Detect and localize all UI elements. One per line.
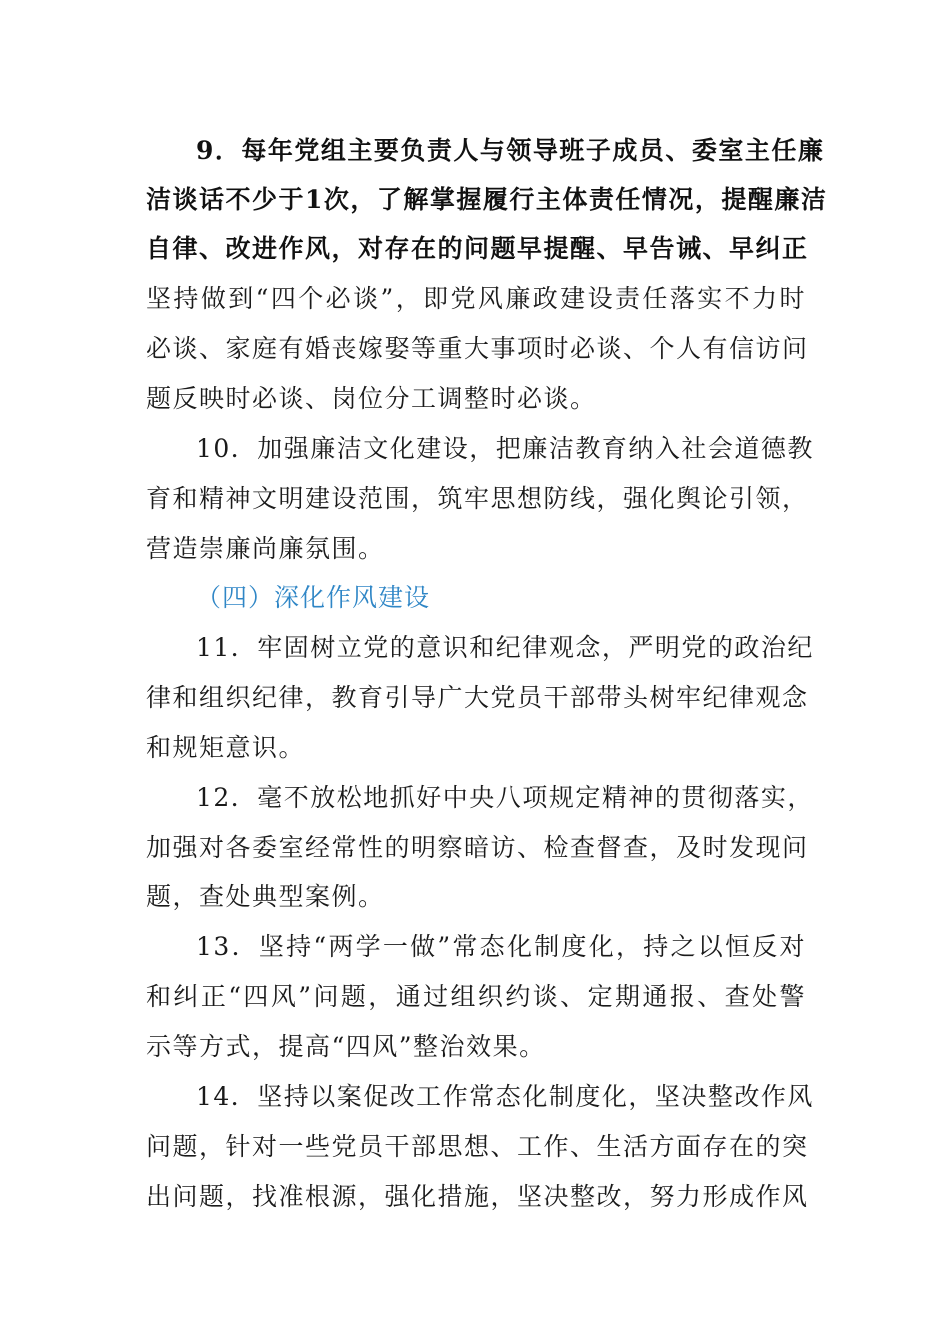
paragraph-13-line-1: 13．坚持“两学一做”常态化制度化，持之以恒反对 <box>196 932 806 961</box>
paragraph-12-line-2: 加强对各委室经常性的明察暗访、检查督查，及时发现问 <box>146 833 809 862</box>
paragraph-11-line-1: 11．牢固树立党的意识和纪律观念，严明党的政治纪 <box>196 633 814 662</box>
paragraph-14-line-3: 出问题，找准根源，强化措施，坚决整改，努力形成作风 <box>146 1182 809 1211</box>
paragraph-11-line-3: 和规矩意识。 <box>146 733 306 762</box>
paragraph-10-line-2: 育和精神文明建设范围，筑牢思想防线，强化舆论引领， <box>146 484 809 513</box>
paragraph-10-line-3: 营造崇廉尚廉氛围。 <box>146 534 385 563</box>
section-heading: （四）深化作风建设 <box>196 583 431 612</box>
paragraph-9-line-2: 洁谈话不少于1次，了解掌握履行主体责任情况，提醒廉洁 <box>146 185 828 214</box>
paragraph-12-line-1: 12．毫不放松地抓好中央八项规定精神的贯彻落实， <box>196 783 814 812</box>
paragraph-14-line-1: 14．坚持以案促改工作常态化制度化，坚决整改作风 <box>196 1082 814 1111</box>
paragraph-9-line-3: 自律、改进作风，对存在的问题早提醒、早告诫、早纠正 <box>146 234 809 263</box>
paragraph-13-line-2: 和纠正“四风”问题，通过组织约谈、定期通报、查处警 <box>146 982 806 1011</box>
paragraph-9-line-5: 必谈、家庭有婚丧嫁娶等重大事项时必谈、个人有信访问 <box>146 334 809 363</box>
paragraph-14-line-2: 问题，针对一些党员干部思想、工作、生活方面存在的突 <box>146 1132 809 1161</box>
paragraph-9-line-6: 题反映时必谈、岗位分工调整时必谈。 <box>146 384 597 413</box>
paragraph-10-line-1: 10．加强廉洁文化建设，把廉洁教育纳入社会道德教 <box>196 434 814 463</box>
paragraph-11-line-2: 律和组织纪律，教育引导广大党员干部带头树牢纪律观念 <box>146 683 809 712</box>
paragraph-9-line-1: 9．每年党组主要负责人与领导班子成员、委室主任廉 <box>196 136 825 165</box>
paragraph-13-line-3: 示等方式，提高“四风”整治效果。 <box>146 1032 546 1061</box>
paragraph-12-line-3: 题，查处典型案例。 <box>146 882 385 911</box>
paragraph-9-line-4: 坚持做到“四个必谈”，即党风廉政建设责任落实不力时 <box>146 284 806 313</box>
